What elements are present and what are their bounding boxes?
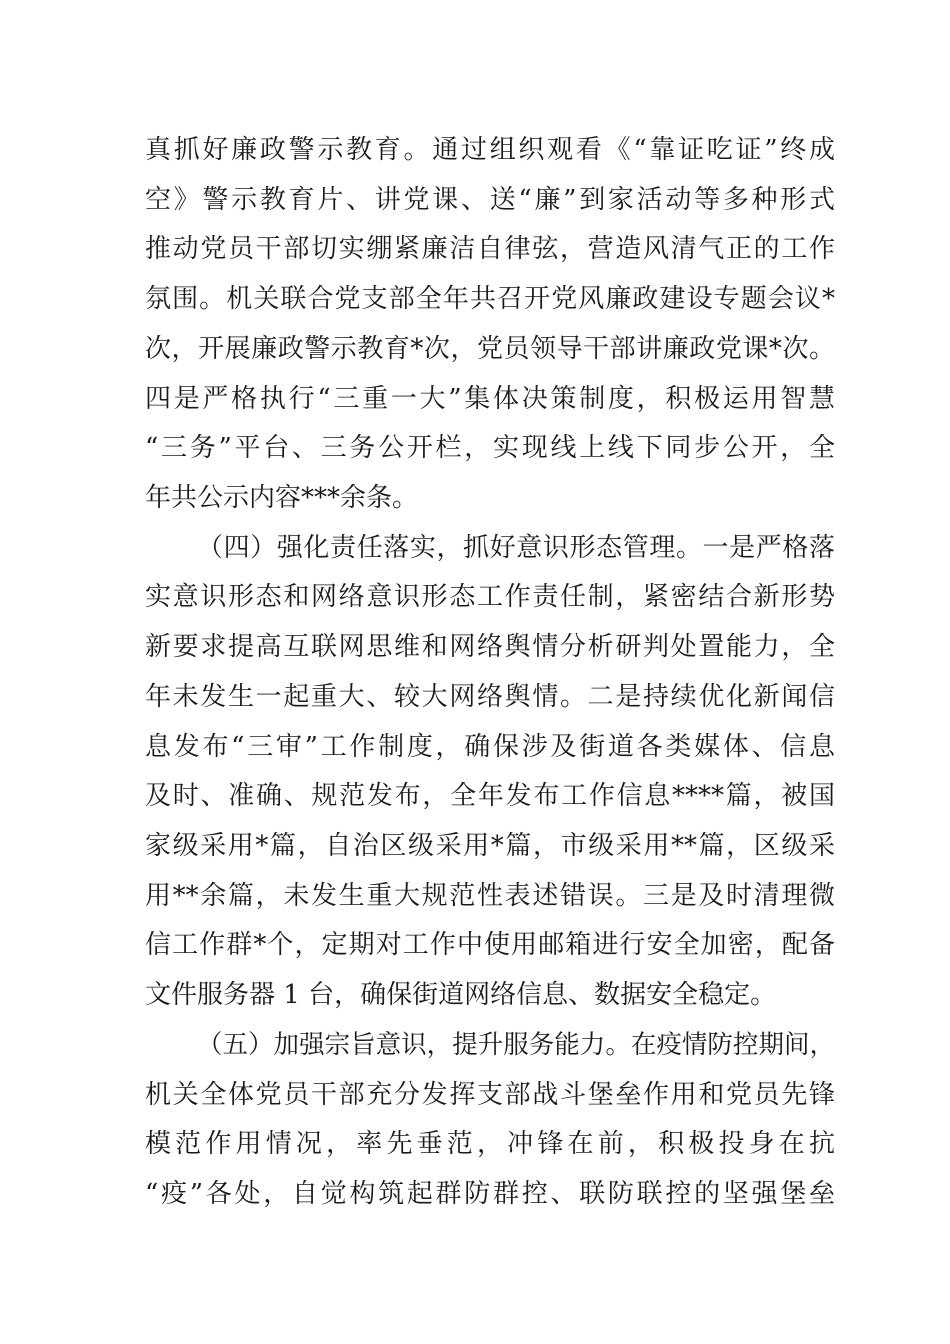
text-line: “疫”各处，自觉构筑起群防群控、联防联控的坚强堡垒 (145, 1179, 835, 1209)
text-line: 推动党员干部切实绷紧廉洁自律弦，营造风清气正的工作 (145, 234, 835, 264)
text-line: 年未发生一起重大、较大网络舆情。二是持续优化新闻信 (145, 682, 835, 712)
text-line: 氛围。机关联合党支部全年共召开党风廉政建设专题会议* (145, 284, 835, 314)
section-heading-line: （五）加强宗旨意识，提升服务能力。在疫情防控期间， (197, 1030, 835, 1060)
text-line: 用**余篇，未发生重大规范性表述错误。三是及时清理微 (145, 881, 835, 911)
text-line: 真抓好廉政警示教育。通过组织观看《“靠证吃证”终成 (145, 135, 835, 165)
text-line: 新要求提高互联网思维和网络舆情分析研判处置能力，全 (145, 632, 835, 662)
text-line: 实意识形态和网络意识形态工作责任制，紧密结合新形势 (145, 582, 835, 612)
section-heading-line: （四）强化责任落实，抓好意识形态管理。一是严格落 (197, 533, 835, 563)
text-line: 次，开展廉政警示教育*次，党员领导干部讲廉政党课*次。 (145, 334, 835, 364)
text-line: 家级采用*篇，自治区级采用*篇，市级采用**篇，区级采 (145, 831, 835, 861)
text-line: 信工作群*个，定期对工作中使用邮箱进行安全加密，配备 (145, 930, 835, 960)
text-line: 模范作用情况，率先垂范，冲锋在前，积极投身在抗 (145, 1129, 835, 1159)
text-line: 四是严格执行“三重一大”集体决策制度，积极运用智慧 (145, 384, 835, 414)
text-line: 机关全体党员干部充分发挥支部战斗堡垒作用和党员先锋 (145, 1080, 835, 1110)
text-line: 息发布“三审”工作制度，确保涉及街道各类媒体、信息 (145, 732, 835, 762)
text-line: “三务”平台、三务公开栏，实现线上线下同步公开，全 (145, 433, 835, 463)
text-line: 及时、准确、规范发布，全年发布工作信息****篇，被国 (145, 781, 835, 811)
paragraph-end-line: 年共公示内容***余条。 (145, 483, 419, 513)
text-line: 空》警示教育片、讲党课、送“廉”到家活动等多种形式 (145, 185, 835, 215)
paragraph-end-line: 文件服务器 1 台，确保街道网络信息、数据安全稳定。 (145, 980, 777, 1010)
